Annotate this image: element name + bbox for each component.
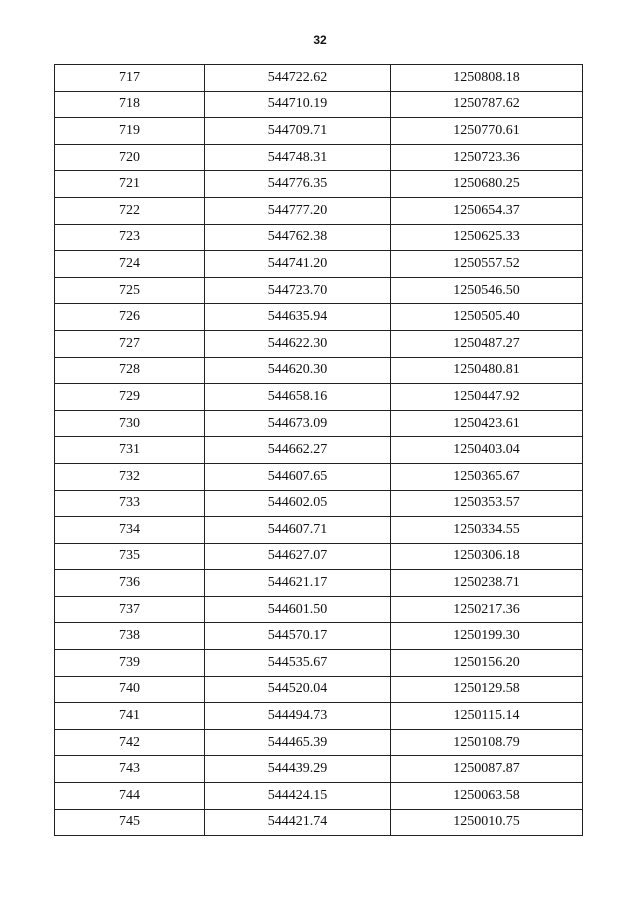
table-row [55,330,583,357]
point-number-cell: 719 [55,118,205,145]
x-coordinate-cell: 544723.70 [205,277,391,304]
point-number-cell: 745 [55,809,205,836]
table-row [55,463,583,490]
y-coordinate-cell: 1250156.20 [391,650,583,677]
y-coordinate-cell: 1250723.36 [391,144,583,171]
table-row [55,91,583,118]
x-coordinate-cell: 544762.38 [205,224,391,251]
point-number-cell: 739 [55,650,205,677]
point-number-cell: 738 [55,623,205,650]
x-coordinate-cell: 544607.71 [205,517,391,544]
y-coordinate-cell: 1250087.87 [391,756,583,783]
x-coordinate-cell: 544741.20 [205,251,391,278]
x-coordinate-cell: 544722.62 [205,65,391,92]
y-coordinate-cell: 1250808.18 [391,65,583,92]
table-row [55,118,583,145]
table-row [55,144,583,171]
table-row [55,490,583,517]
table-row [55,623,583,650]
coordinates-table-body [55,65,583,836]
x-coordinate-cell: 544635.94 [205,304,391,331]
y-coordinate-cell: 1250353.57 [391,490,583,517]
y-coordinate-cell: 1250334.55 [391,517,583,544]
point-number-cell: 722 [55,197,205,224]
x-coordinate-cell: 544627.07 [205,543,391,570]
table-row [55,676,583,703]
page-number: 32 [313,33,327,47]
x-coordinate-cell: 544662.27 [205,437,391,464]
point-number-cell: 729 [55,384,205,411]
point-number-cell: 717 [55,65,205,92]
x-coordinate-cell: 544622.30 [205,330,391,357]
point-number-cell: 736 [55,570,205,597]
point-number-cell: 734 [55,517,205,544]
table-row [55,277,583,304]
point-number-cell: 743 [55,756,205,783]
y-coordinate-cell: 1250108.79 [391,729,583,756]
table-row [55,304,583,331]
y-coordinate-cell: 1250546.50 [391,277,583,304]
point-number-cell: 720 [55,144,205,171]
x-coordinate-cell: 544776.35 [205,171,391,198]
point-number-cell: 731 [55,437,205,464]
y-coordinate-cell: 1250129.58 [391,676,583,703]
x-coordinate-cell: 544658.16 [205,384,391,411]
y-coordinate-cell: 1250654.37 [391,197,583,224]
x-coordinate-cell: 544535.67 [205,650,391,677]
table-row [55,543,583,570]
point-number-cell: 728 [55,357,205,384]
table-row [55,251,583,278]
y-coordinate-cell: 1250365.67 [391,463,583,490]
table-row [55,437,583,464]
x-coordinate-cell: 544494.73 [205,703,391,730]
x-coordinate-cell: 544465.39 [205,729,391,756]
point-number-cell: 737 [55,596,205,623]
table-row [55,570,583,597]
x-coordinate-cell: 544710.19 [205,91,391,118]
x-coordinate-cell: 544424.15 [205,783,391,810]
x-coordinate-cell: 544620.30 [205,357,391,384]
point-number-cell: 726 [55,304,205,331]
y-coordinate-cell: 1250787.62 [391,91,583,118]
table-row [55,410,583,437]
y-coordinate-cell: 1250063.58 [391,783,583,810]
point-number-cell: 733 [55,490,205,517]
y-coordinate-cell: 1250403.04 [391,437,583,464]
x-coordinate-cell: 544607.65 [205,463,391,490]
y-coordinate-cell: 1250487.27 [391,330,583,357]
x-coordinate-cell: 544601.50 [205,596,391,623]
table-row [55,65,583,92]
table-row [55,224,583,251]
x-coordinate-cell: 544673.09 [205,410,391,437]
y-coordinate-cell: 1250447.92 [391,384,583,411]
point-number-cell: 732 [55,463,205,490]
point-number-cell: 744 [55,783,205,810]
y-coordinate-cell: 1250115.14 [391,703,583,730]
x-coordinate-cell: 544621.17 [205,570,391,597]
point-number-cell: 725 [55,277,205,304]
table-row [55,729,583,756]
table-row [55,357,583,384]
y-coordinate-cell: 1250423.61 [391,410,583,437]
y-coordinate-cell: 1250625.33 [391,224,583,251]
y-coordinate-cell: 1250505.40 [391,304,583,331]
table-row [55,809,583,836]
table-row [55,197,583,224]
y-coordinate-cell: 1250238.71 [391,570,583,597]
x-coordinate-cell: 544570.17 [205,623,391,650]
x-coordinate-cell: 544709.71 [205,118,391,145]
y-coordinate-cell: 1250199.30 [391,623,583,650]
point-number-cell: 742 [55,729,205,756]
y-coordinate-cell: 1250217.36 [391,596,583,623]
point-number-cell: 735 [55,543,205,570]
point-number-cell: 721 [55,171,205,198]
x-coordinate-cell: 544777.20 [205,197,391,224]
y-coordinate-cell: 1250306.18 [391,543,583,570]
table-row [55,783,583,810]
table-row [55,703,583,730]
point-number-cell: 718 [55,91,205,118]
y-coordinate-cell: 1250770.61 [391,118,583,145]
point-number-cell: 740 [55,676,205,703]
y-coordinate-cell: 1250680.25 [391,171,583,198]
table-row [55,171,583,198]
x-coordinate-cell: 544439.29 [205,756,391,783]
point-number-cell: 723 [55,224,205,251]
table-row [55,650,583,677]
point-number-cell: 724 [55,251,205,278]
y-coordinate-cell: 1250010.75 [391,809,583,836]
x-coordinate-cell: 544520.04 [205,676,391,703]
table-row [55,384,583,411]
point-number-cell: 730 [55,410,205,437]
table-row [55,756,583,783]
x-coordinate-cell: 544748.31 [205,144,391,171]
x-coordinate-cell: 544421.74 [205,809,391,836]
table-row [55,517,583,544]
point-number-cell: 741 [55,703,205,730]
y-coordinate-cell: 1250557.52 [391,251,583,278]
table-row [55,596,583,623]
coordinates-table [54,64,583,836]
y-coordinate-cell: 1250480.81 [391,357,583,384]
x-coordinate-cell: 544602.05 [205,490,391,517]
point-number-cell: 727 [55,330,205,357]
